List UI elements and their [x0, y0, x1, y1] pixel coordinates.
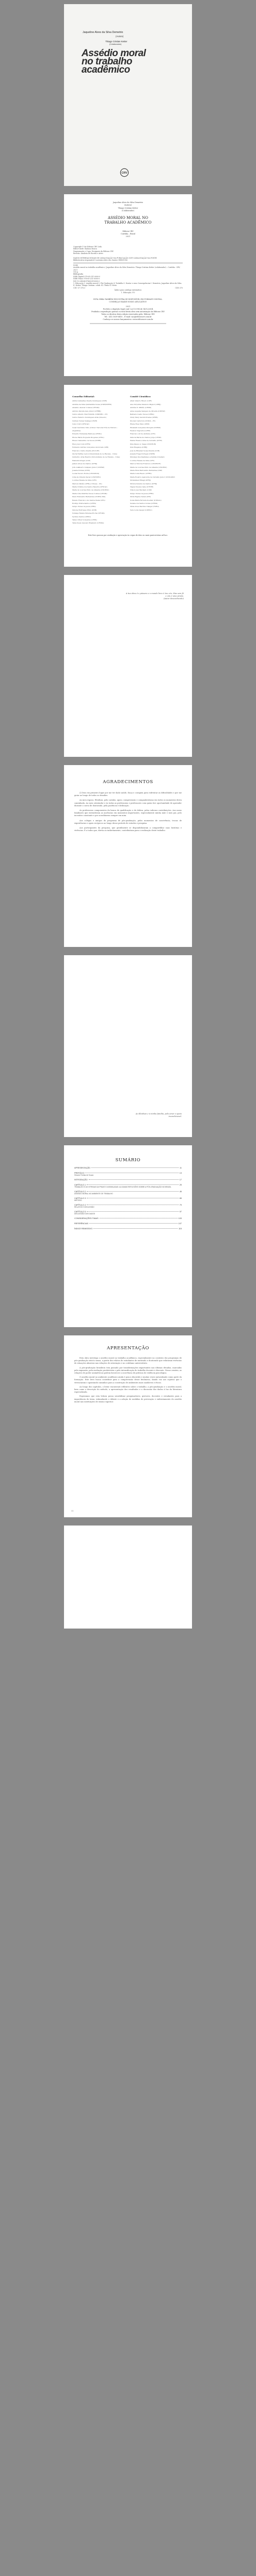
- info-publisher: Editora CRV: [122, 230, 134, 232]
- scientific-member: Nilson José Machado (USP): [130, 489, 152, 492]
- toc-entry-title: CAPÍTULO 1: [74, 1184, 86, 1186]
- presentation-paragraph: Ao longo dos capítulos, o leitor encontrará reflexões sobre o trabalho, a pós-graduação e o assédio moral, bem como a descrição do método, a apresentação dos resultados e a discussão dos dados à luz da literatura especializada.: [74, 1385, 182, 1394]
- editorial-member: Carlos Federico Dominguez Avila (Unieuro): [72, 416, 107, 419]
- rights-notice: Proibida a reprodução parcial ou total desta obra sem autorização da Editora CRV: [91, 311, 165, 313]
- epigraph-page: [64, 575, 192, 757]
- toc-entry[interactable]: [74, 1167, 182, 1169]
- dedication-page: [64, 955, 192, 1137]
- editorial-member: Rodrigo Pratte-Santos (UFES): [72, 502, 96, 504]
- scientific-member: Inês Bragança (UERJ): [130, 446, 148, 449]
- toc-entry-page: 107: [178, 1223, 182, 1225]
- editorial-member: Celso Conti (UFSCar): [72, 423, 90, 426]
- dedication-text: Ao Eleidson e à minha família, pelo amor e apoio incondicional.: [135, 1113, 182, 1117]
- scientific-member: José de Ribamar Sousa Pereira (UCB): [130, 449, 160, 452]
- toc-leader-dots: [89, 1179, 179, 1180]
- catalog-entry: Assédio moral no trabalho acadêmico / Jaqueline Alves da Silva Demetrio. Thiago Cristian Ketter (colaborador) – Curitiba : CRV, 2021.: [73, 266, 181, 271]
- contact-1: Todos os direitos desta edição reservados pela: Editora CRV: [101, 313, 155, 315]
- cover-author-role: (Autora): [116, 35, 124, 38]
- editorial-member: Anselmo Alencar Colares (UFOPA): [72, 406, 100, 409]
- title-info-page: [64, 194, 192, 376]
- editorial-board-heading: Conselho Editorial:: [72, 395, 95, 398]
- scientific-member: Silvia Regina Canan (URI): [130, 496, 151, 498]
- summary-page: [64, 1145, 192, 1327]
- scientific-member: Lourdes Helena da Silva (UFV): [130, 459, 155, 462]
- toc-entry-subtitle: RELATOS E DISCUSSÃO: [74, 1206, 94, 1208]
- editor-text: Editor-chefe: Railson Moura: [73, 248, 97, 250]
- legal-notice-2: CONHEÇA E BAIXE NOSSO APLICATIVO!: [109, 301, 147, 303]
- toc-entry-page: 97: [179, 1211, 182, 1213]
- editorial-member: Andréia da Silva Quintanilha Sousa (UNIR/UFRN): [72, 403, 112, 405]
- toc-entry-title: ÍNDICE REMISSIVO: [74, 1228, 93, 1230]
- toc-entry-page: 11: [180, 1167, 182, 1169]
- toc-entry-title: INTRODUÇÃO: [74, 1179, 88, 1181]
- editorial-member: Elizeu Clementino de Souza (UNEB): [72, 439, 101, 442]
- catalog-index-head: Índice para catálogo sistemático: [114, 289, 142, 292]
- toc-entry[interactable]: [74, 1217, 182, 1219]
- catalog-code: D384: [73, 264, 78, 266]
- toc-entry-subtitle: MÉTODO: [74, 1199, 82, 1201]
- editorial-member: Francisco Carlos Duarte (PUC-PR): [72, 449, 100, 452]
- toc-leader-dots: [91, 1167, 179, 1168]
- scientific-member: Najela Tavares Ujiie (UTFPR): [130, 485, 153, 488]
- table-of-contents: [74, 1167, 182, 1233]
- catalog-cdd: CDD 370: [175, 286, 183, 289]
- editorial-member: Carlos Alberto Vilar Estêvão (UMINHO – PT): [72, 413, 108, 416]
- cover-title-line: no trabalho: [82, 56, 132, 67]
- editorial-member: Fernando Antônio Gonçalves Alcoforado (IPB): [72, 446, 108, 449]
- acknowledgments-title: AGRADECIMENTOS: [103, 779, 153, 785]
- editorial-member: Eduardo Fernandes Barbosa (UFMG): [72, 433, 102, 435]
- toc-entry-page: 79: [179, 1204, 182, 1206]
- info-author-role: (Autora): [124, 204, 132, 206]
- revision-text: Revisão: Analista de Escrita e Artes: [73, 252, 103, 255]
- scientific-member: Gláucia Maria dos Santos Jorge (UFOP): [130, 436, 162, 438]
- cover-title-line: Assédio moral: [82, 48, 146, 59]
- scientific-member: Fauston Negreiros (UFPI): [130, 430, 151, 432]
- toc-entry[interactable]: [74, 1179, 182, 1181]
- contact-3: Conheça os nossos lançamentos: www.editoracrv.com.br: [103, 318, 153, 320]
- editorial-member: Sérgio Nunes de Jesus (IFRO): [72, 505, 96, 508]
- toc-leader-dots: [87, 1184, 179, 1185]
- cover-page: [64, 4, 192, 186]
- cover-organizer: Thiago Cristian Ketter: [105, 40, 127, 43]
- catalog-index-item: 1. Educação 370: [121, 291, 135, 294]
- scientific-member: Elizabeth Gonçalves Perugini (UNESP): [130, 426, 161, 429]
- presentation-paragraph: Esta obra investiga o assédio moral no trabalho acadêmico, especialmente no contexto dos programas de pós-graduação stricto sensu, a partir dos relatos de estudantes de mestrado e doutorado que relataram vivências de situações abusivas nas relações de orientação e no cotidiano universitário.: [74, 1357, 182, 1365]
- next-page: [64, 1526, 192, 1629]
- editorial-member: Lourdes Helena da Silva (UFV): [72, 479, 97, 482]
- editorial-member: Aldira Guimarães Duarte Domínguez (UNB): [72, 400, 107, 402]
- presentation-paragraph: A pós-graduação brasileira tem passado por transformações importantes nas últimas décadas, marcadas pela expansão, pela avaliação produtivista e pela intensificação do trabalho docente e discente. Nesse cenário, as relações de poder assimétricas podem favorecer a ocorrência de práticas de violência psicológica.: [74, 1366, 182, 1375]
- toc-entry-page: 103: [178, 1217, 182, 1219]
- scientific-committee-column: [130, 395, 182, 512]
- catalog-box: [73, 263, 183, 294]
- info-city: Curitiba – Brasil: [120, 233, 136, 235]
- editorial-member: Simone Rodrigues Pinto (UNB): [72, 509, 97, 511]
- scientific-member: Mônica Pereira dos Santos (UFRJ): [130, 482, 157, 485]
- cover-title: [82, 49, 174, 74]
- toc-entry-subtitle: ASSÉDIO MORAL NO AMBIENTE DE TRABALHO: [74, 1193, 113, 1195]
- scientific-member: Barbara Coelho Neves (UFBA): [130, 413, 154, 416]
- toc-entry[interactable]: [74, 1223, 182, 1225]
- editorial-member: Marcelo Paixão (UFRJ e UTexas – US): [72, 482, 102, 485]
- editorial-member: Paulo Romualdo Hernandes (UNIFAL-MG): [72, 496, 106, 498]
- scientific-member: Anna Augusta Sampaio de Oliveira (UNESP): [130, 410, 165, 412]
- scientific-member: Maria de Lourdes Pinto de Almeida (UNOESC): [130, 466, 167, 468]
- layout-text: Diagramação e Capa: Designers da Editora CRV: [73, 250, 114, 252]
- scientific-member: Cindy Mery Gavioli-Prestes (UFPB): [130, 416, 158, 419]
- editorial-member: Renato Francisco dos Santos Paula (UFG): [72, 499, 105, 501]
- toc-entry-title: PREFÁCIO: [74, 1172, 85, 1174]
- epigraph: [126, 592, 184, 600]
- toc-entry-title: CONSIDERAÇÕES FINAIS: [74, 1217, 99, 1219]
- editorial-member: Élsio José Corá (UFFS): [72, 443, 91, 445]
- info-year: 2021: [125, 235, 131, 238]
- toc-entry-subtitle: TRABALHO E AS VITRINAS DA PRAXE E ASSIMILADAS: ALGUMAS REFLEXÕES SOBRE A PÓS-GRADUAÇÃO NO BRASIL: [74, 1186, 171, 1188]
- editorial-member: Tania Suely Azevedo Brasileiro (UFOPA): [72, 522, 104, 524]
- peer-review-note: Este livro passou por avaliação e aprovação às cegas de dois ou mais pareceristas ad hoc.: [88, 534, 168, 536]
- editorial-member: Sydione Santos (UEPG): [72, 515, 91, 518]
- deposit-notice: Foi feito o depósito legal conf. Lei 10.994 de 14/12/2004: [103, 308, 153, 310]
- editorial-member: Lídia de Oliveira Xavier (UNIEURO): [72, 476, 101, 478]
- cover-organizer-role: (Colaborador): [109, 43, 122, 45]
- info-organizer: Thiago Cristian Ketter: [118, 207, 138, 209]
- editorial-member: Maria Lília Imbiriba Sousa Colares (UFOPA): [72, 492, 107, 495]
- toc-entry[interactable]: [74, 1228, 182, 1230]
- editorial-member: Elione Maria Nogueira Diogenes (UFAL): [72, 436, 104, 438]
- acknowledgment-paragraph: À Deus em primeiro lugar por me ter dado saúde, força e coragem para enfrentar as dificuldades e por me guiar ao longo de todos os desafios.: [74, 792, 182, 797]
- toc-leader-dots: [87, 1191, 179, 1192]
- catalog-pages: 110 p.: [73, 271, 79, 274]
- cover-title-line: acadêmico: [82, 64, 130, 75]
- presentation-paragraph: O assédio moral no ambiente acadêmico ainda é pouco discutido e muitas vezes naturalizado como parte da formação. Este livro busca contribuir para a compreensão desse fenômeno, dando voz aos sujeitos que o vivenciaram e apontando caminhos para a construção de ambientes mais saudáveis e éticos.: [74, 1376, 182, 1384]
- catalog-isbn-digital: ISBN Digital 978-65-251-0000-0: [73, 275, 101, 278]
- catalog-doi: DOI 10.24824/978652510000.0: [73, 280, 100, 282]
- editorial-member: Leonel Severo Rocha (UNISINOS): [72, 472, 100, 475]
- editorial-member: Maria de Lourdes Pinto de Almeida (UNOESC): [72, 489, 109, 492]
- editorial-member: Carmen Tereza Velanga (UNIR): [72, 419, 98, 422]
- toc-entry-title: CAPÍTULO 4: [74, 1204, 86, 1206]
- presentation-body: [74, 1357, 182, 1405]
- acknowledgment-paragraph: Aos participantes da pesquisa, que gentilmente se disponibilizaram a compartilhar suas histórias e vivências. E a todos que, direta ou indiretamente, contribuíram para a realização deste trabalho.: [74, 827, 182, 832]
- scientific-member: Jussara Fraga Portugal (UNEB): [130, 452, 155, 455]
- page-number: 11: [71, 1510, 74, 1512]
- editorial-member: Helmuth Krüger (UCP): [72, 459, 91, 462]
- editorial-member: Solange Helena Ximenes-Rocha (UFOPA): [72, 512, 105, 515]
- toc-leader-dots: [89, 1223, 178, 1224]
- catalog-heading: DADOS INTERNACIONAIS DE CATALOGAÇÃO NA PUBLICAÇÃO (CIP) CATALOGAÇÃO NA FONTE: [73, 257, 157, 259]
- divider: [90, 323, 166, 324]
- acknowledgments-body: [74, 792, 182, 834]
- scientific-member: Maria Rosário Aparecida de Carvalho Junior (UNICAMP): [130, 476, 175, 478]
- contact-2: Tel.: (41) 3039-6418 – E-mail: sac@editoracrv.com.br: [104, 316, 152, 318]
- catalog-cdu: CDU 37 378.3: [73, 286, 85, 289]
- editorial-board-column: [72, 395, 124, 525]
- scientific-member: Altair Alberto Fávero (UPF): [130, 400, 152, 402]
- scientific-member: Eliane Rose Maio (UEM): [130, 423, 150, 426]
- toc-entry-title: CAPÍTULO 3: [74, 1197, 86, 1199]
- scientific-member: Marcos Vinicius Francisco (UNOESTE): [130, 463, 161, 465]
- acknowledgment-paragraph: Aos colegas e amigos do programa de pós-graduação, pelos momentos de convivência, trocas de experiências e apoio recíproco ao longo desse período de estudos e pesquisa.: [74, 819, 182, 824]
- catalog-librarian: Bibliotecária responsável: Luzenira Alves dos Santos CRB9/1506: [73, 259, 127, 262]
- toc-entry-page: 13: [179, 1172, 182, 1174]
- toc-entry-subtitle: Simone Freitas de Souza: [74, 1174, 94, 1176]
- deposit-year: 2021: [125, 306, 131, 308]
- summary-title: SUMÁRIO: [115, 1158, 141, 1163]
- scientific-member: Vera Lucia Gaspar (UDESC): [130, 509, 152, 511]
- toc-entry-title: CAPÍTULO 5: [74, 1211, 86, 1213]
- acknowledgments-page: [64, 765, 192, 947]
- acknowledgment-paragraph: Ao meu esposo, Eleidson, pelo carinho, apoio, compreensão e companheirismo em todos os momentos desta caminhada. Ao meu orientador e às todas as professoras e professores com quem tive oportunidade de aprender durante o curso de doutorado, pela paciência e dedicação.: [74, 799, 182, 807]
- scientific-member: Maria Luiza Bueno (UFRN): [130, 472, 152, 475]
- scientific-member: Ana Chrystina Venancio Mignot (UERJ): [130, 403, 161, 405]
- editorial-member: Antônio Pereira Gaio Júnior (UFRRJ): [72, 410, 101, 412]
- copyright-text: Copyright © da Editora CRV Ltda.: [73, 246, 102, 248]
- presentation-paragraph: Esperamos que esta leitura possa sensibilizar pesquisadores, gestores, docentes e estudantes para a importância do tema, estimulando o debate e a adoção de medidas de prevenção e enfrentamento do assédio moral nas instituições de ensino superior.: [74, 1395, 182, 1403]
- editorial-member: João Adalberto Campato Junior (UNESP): [72, 466, 105, 468]
- svg-text:CRV: CRV: [121, 172, 127, 175]
- toc-entry-title: APRESENTAÇÃO: [74, 1167, 90, 1169]
- epigraph-text: A tua alma é o pássaro e o mundo livre é teu céu. Mas sem fé o céu é uma prisão.: [126, 592, 184, 597]
- catalog-bibliography: Bibliografia: [73, 273, 83, 276]
- toc-entry-page: 115: [178, 1228, 182, 1230]
- scientific-member: Mohammed Elhajji (UFRJ): [130, 479, 151, 482]
- editorial-member: Josania Portela (UFPI): [72, 469, 90, 471]
- scientific-member: Ilma Passos A. Veiga (UNICEUB): [130, 443, 156, 445]
- editorial-member: Maria Cristina dos Santos Bezerra (UFSCar): [72, 485, 108, 488]
- info-author: Jaqueline Alves da Silva Demetrio: [113, 201, 143, 204]
- publisher-logo-icon: [120, 168, 129, 177]
- scientific-member: Helder Buenos Aires de Carvalho (UFPI): [130, 439, 162, 442]
- toc-entry-page: 25: [179, 1184, 182, 1186]
- toc-entry-title: CAPÍTULO 2: [74, 1191, 86, 1193]
- editorial-member: Jailson Alves dos Santos (UFRJ): [72, 463, 98, 465]
- scientific-member: Sonia Maria Ferreira Koehler (UNISAL): [130, 499, 162, 501]
- scientific-member: Suzana dos Santos Gomes (UFMG): [130, 502, 158, 504]
- info-copyright-block: [73, 246, 183, 255]
- scientific-member: Sérgio Nunes de Jesus (IFRO): [130, 492, 154, 495]
- editorial-board-page: [64, 385, 192, 567]
- scientific-member: Francisco Ari de Andrade (UFC): [130, 433, 156, 435]
- editorial-member: Tadeu Oliver Gonçalves (UFPA): [72, 519, 97, 521]
- scientific-member: Vânia Alves Martins Chaigar (FURG): [130, 505, 159, 508]
- editorial-member: Cesar Gerónimo Tello (Univer. Nacional Três de Febrero – Argentina): [72, 426, 118, 432]
- editorial-member: Gloria Fariñas León (Universidade de La Havana – Cuba): [72, 452, 117, 455]
- toc-leader-dots: [93, 1228, 178, 1229]
- toc-entry-page: 17: [179, 1179, 182, 1181]
- cover-author: Jaqueline Alves da Silva Demetrio: [83, 31, 123, 34]
- acknowledgment-paragraph: Às professoras componentes da banca de qualificação e de defesa, pelas valiosas contribuições. Aos meus familiares que entenderam as ausências em momentos importantes, especialmente minha mãe e meu pai, pelo incentivo constante e por acreditarem sempre em mim.: [74, 809, 182, 817]
- scientific-member: Andréia N. Militão (UEMS): [130, 406, 152, 409]
- scientific-committee-heading: Comitê Científico:: [130, 395, 151, 398]
- presentation-title: APRESENTAÇÃO: [106, 1346, 150, 1351]
- toc-entry-page: 65: [179, 1197, 182, 1199]
- toc-entry-page: 45: [179, 1191, 182, 1193]
- scientific-member: Maria Eliza Mattosinho Bernardes (USP): [130, 469, 163, 471]
- info-title: ASSÉDIO MORAL NO TRABALHO ACADÊMICO: [104, 216, 152, 225]
- epigraph-author: (Autor desconhecido): [163, 598, 184, 600]
- info-organizer-role: (Colaborador): [121, 210, 135, 212]
- catalog-index-terms: 1. Educação 2. Assédio moral 3. Pós-Graduação 4. Trabalho 5. Doutor e seus Consequências I. Demetrio, Jaqueline Alves da Silva. II. Ketter, Thiago Cristian. colab. III. Título IV. Série.: [73, 282, 182, 287]
- scientific-member: Diosnel Centurion (UNIDA – PY): [130, 419, 156, 422]
- toc-entry-title: REFERÊNCIAS: [74, 1223, 89, 1225]
- legal-notice-1: ESTA OBRA TAMBÉM ENCONTRA-SE DISPONÍVEL EM FORMATO DIGITAL.: [93, 298, 163, 300]
- editorial-member: Guillermo Arias Beatón (Universidade de La Havana – Cuba): [72, 456, 120, 459]
- catalog-isbn-physical: ISBN Físico 978-65-251-0000-0: [73, 278, 100, 280]
- toc-entry-subtitle: DISCUSSÃO DOS DADOS: [74, 1213, 95, 1215]
- presentation-page: [64, 1335, 192, 1517]
- catalog-block: [73, 257, 183, 294]
- scientific-member: Kilwangy Kya Kapitango-a-Samba (Unemat): [130, 456, 165, 459]
- toc-leader-dots: [87, 1211, 179, 1212]
